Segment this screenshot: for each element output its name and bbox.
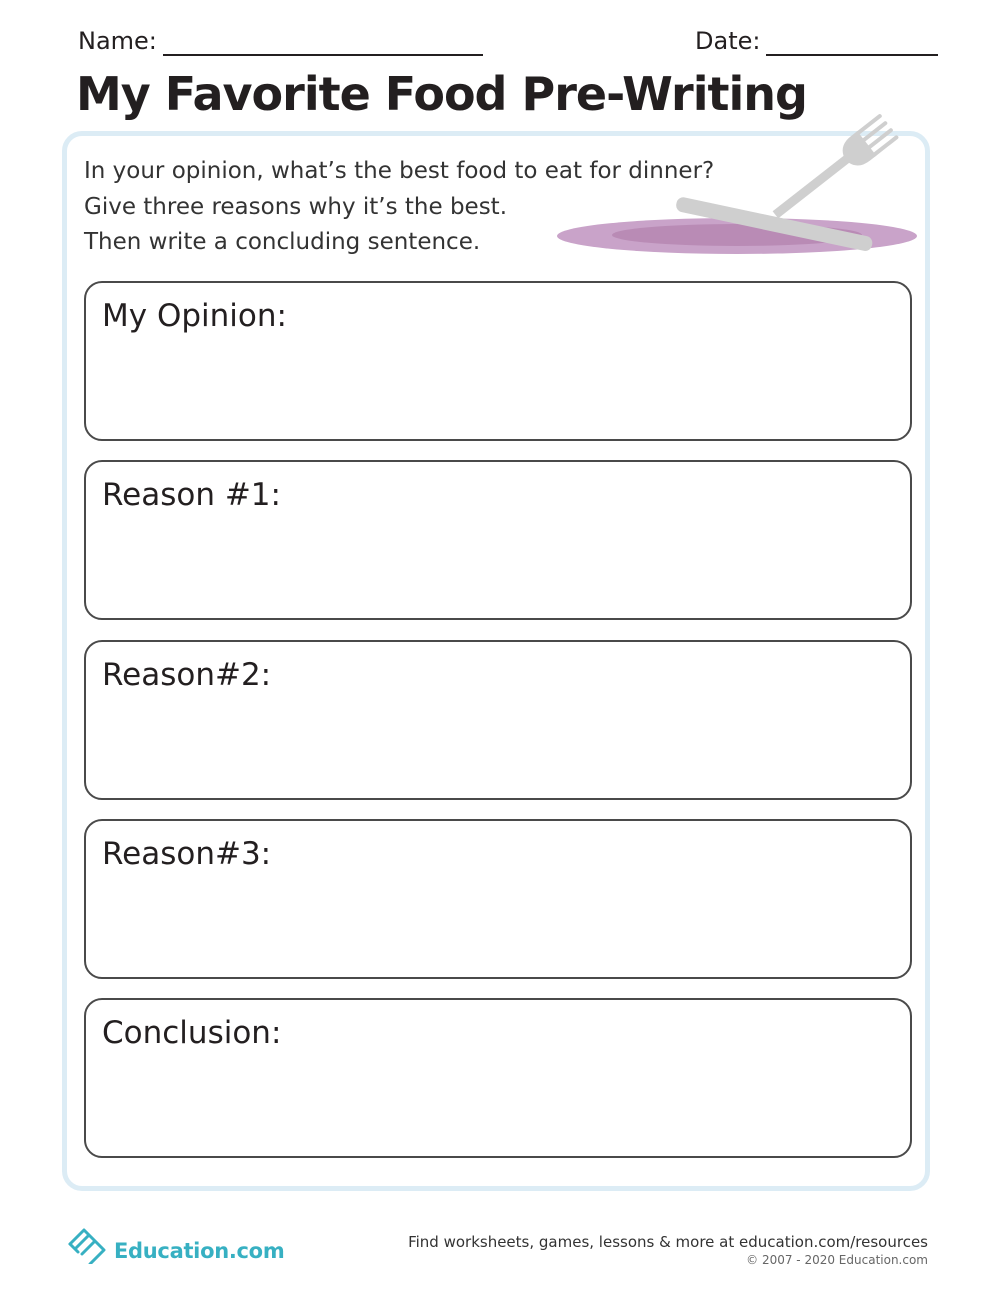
reason-2-label: Reason#2: [102,657,272,693]
reason-3-label: Reason#3: [102,836,272,872]
reason-1-box [84,460,912,620]
date-label: Date: [695,27,761,55]
date-field [695,26,938,56]
reason-3-input[interactable] [100,879,896,965]
name-label: Name: [78,27,157,55]
footer-info [408,1232,928,1268]
conclusion-box [84,998,912,1158]
page-title: My Favorite Food Pre-Writing [76,67,807,121]
instruction-line: Give three reasons why it’s the best. [84,193,508,220]
plate-and-fork-icon [550,96,960,266]
logo-text: Education.com [114,1239,285,1263]
reason-1-label: Reason #1: [102,477,281,513]
reason-1-input[interactable] [100,520,896,606]
footer-link[interactable]: Find worksheets, games, lessons & more at education.com/resources [408,1233,928,1251]
my-opinion-input[interactable] [100,341,896,427]
reason-3-box [84,819,912,979]
name-field [78,26,483,56]
my-opinion-box [84,281,912,441]
name-blank[interactable] [163,30,483,56]
education-logo-icon [66,1224,110,1264]
instruction-line: In your opinion, what’s the best food to eat for dinner? [84,158,715,184]
reason-2-box [84,640,912,800]
my-opinion-label: My Opinion: [102,298,287,334]
education-logo[interactable] [66,1224,284,1264]
conclusion-label: Conclusion: [102,1015,282,1051]
reason-2-input[interactable] [100,700,896,786]
instruction-line: Then write a concluding sentence. [84,229,481,255]
footer-copyright: © 2007 - 2020 Education.com [746,1253,928,1267]
fork-icon [766,113,899,227]
date-blank[interactable] [766,30,938,56]
conclusion-input[interactable] [100,1058,896,1144]
